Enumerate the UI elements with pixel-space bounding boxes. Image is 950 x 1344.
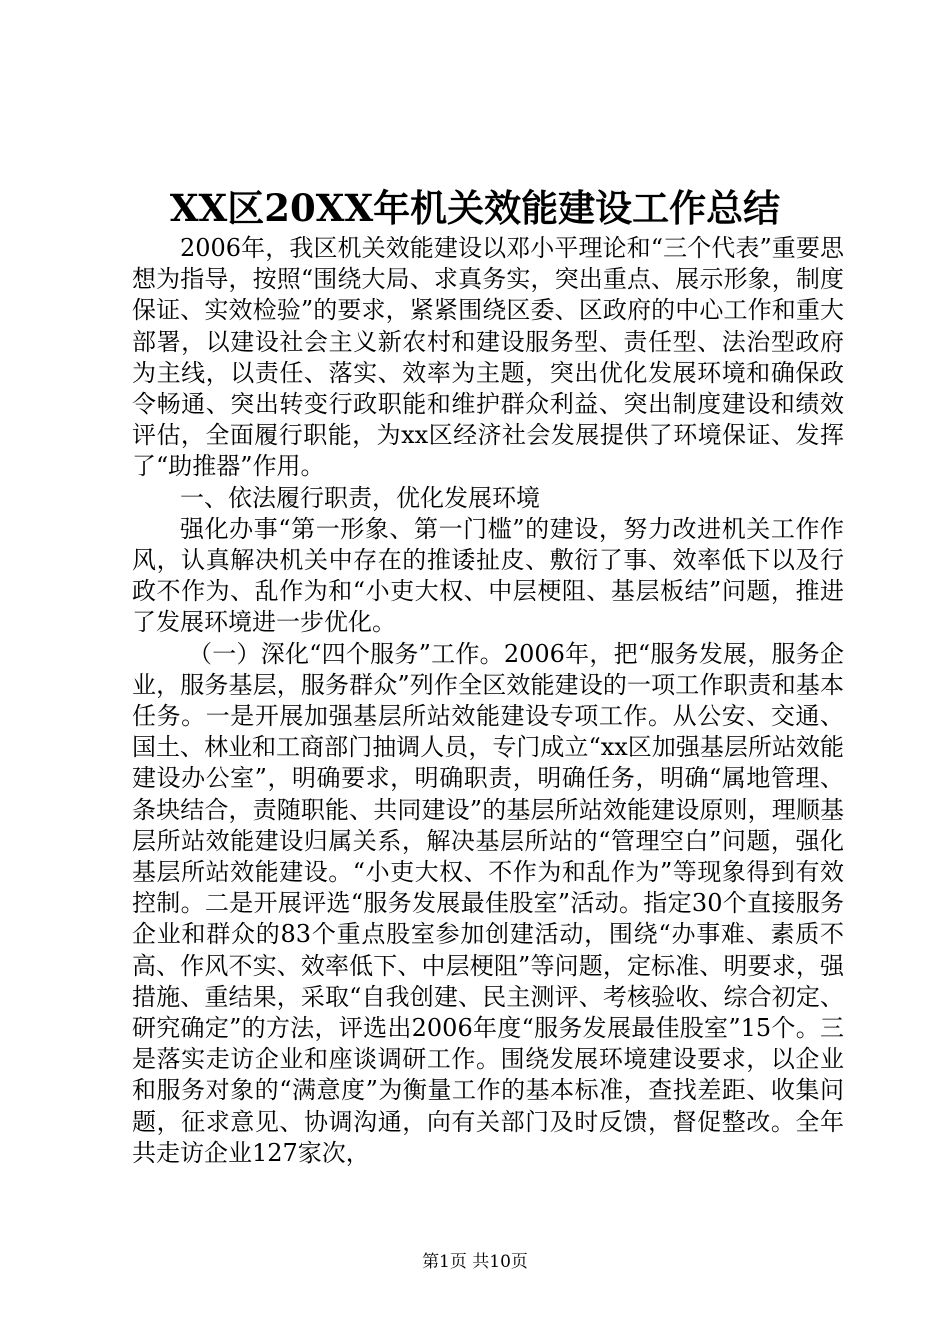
paragraph-intro: 2006年，我区机关效能建设以邓小平理论和“三个代表”重要思想为指导，按照“围绕大局、求真务实，突出重点、展示形象，制度保证、实效检验”的要求，紧紧围绕区委、区政府的中心工作和重大部署，以建设社会主义新农村和建设服务型、责任型、法治型政府为主线，以责任、落实、效率为主题，突出优化发展环境和确保政令畅通、突出转变行政职能和维护群众利益、突出制度建设和绩效评估，全面履行职能，为xx区经济社会发展提供了环境保证、发挥了“助推器”作用。 — [132, 234, 844, 481]
paragraph-subsection-1: （一）深化“四个服务”工作。2006年，把“服务发展，服务企业，服务基层，服务群众”列作全区效能建设的一项工作职责和基本任务。一是开展加强基层所站效能建设专项工作。从公安、交通、国土、林业和工商部门抽调人员，专门成立“xx区加强基层所站效能建设办公室”，明确要求，明确职责，明确任务，明确“属地管理、条块结合，责随职能、共同建设”的基层所站效能建设原则，理顺基层所站效能建设归属关系，解决基层所站的“管理空白”问题，强化基层所站效能建设。“小吏大权、不作为和乱作为”等现象得到有效控制。二是开展评选“服务发展最佳股室”活动。指定30个直接服务企业和群众的83个重点股室参加创建活动，围绕“办事难、素质不高、作风不实、效率低下、中层梗阻”等问题，定标准、明要求，强措施、重结果，采取“自我创建、民主测评、考核验收、综合初定、研究确定”的方法，评选出2006年度“服务发展最佳股室”15个。三是落实走访企业和座谈调研工作。围绕发展环境建设要求，以企业和服务对象的“满意度”为衡量工作的基本标准，查找差距、收集问题，征求意见、协调沟通，向有关部门及时反馈，督促整改。全年共走访企业127家次， — [132, 639, 844, 1167]
section-heading-1: 一、依法履行职责，优化发展环境 — [180, 483, 540, 512]
document-title: XX区20XX年机关效能建设工作总结 — [169, 186, 781, 230]
page-footer: 第1页 共10页 — [422, 1252, 528, 1272]
paragraph-section-1: 强化办事“第一形象、第一门槛”的建设，努力改进机关工作作风，认真解决机关中存在的推诿扯皮、敷衍了事、效率低下以及行政不作为、乱作为和“小吏大权、中层梗阻、基层板结”问题，推进了发展环境进一步优化。 — [132, 514, 844, 637]
document-body — [132, 233, 844, 1169]
